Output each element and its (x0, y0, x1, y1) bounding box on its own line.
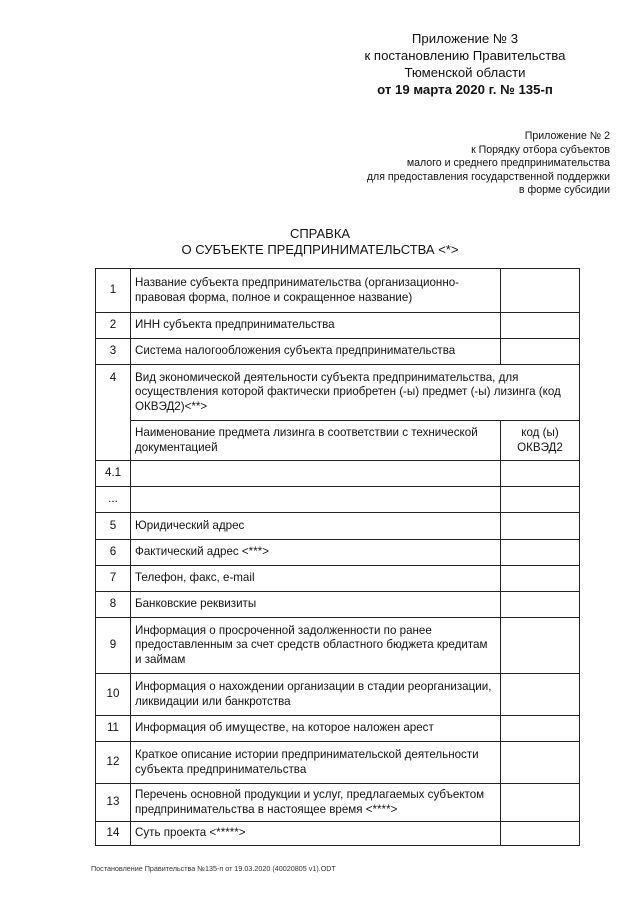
value-cell[interactable] (501, 513, 580, 540)
value-cell[interactable] (501, 784, 580, 822)
row-number: 11 (96, 716, 131, 742)
row-label: Телефон, факс, e-mail (131, 566, 501, 592)
document-title-line-1: СПРАВКА (289, 226, 351, 241)
row-number: 7 (96, 566, 131, 592)
value-cell[interactable] (501, 716, 580, 742)
row-number: 10 (96, 674, 131, 716)
row-number: ... (96, 487, 131, 513)
value-cell[interactable] (501, 313, 580, 339)
subtable-col-okved: код (ы) ОКВЭД2 (501, 421, 580, 461)
row-label: Перечень основной продукции и услуг, предлагаемых субъектом предпринимательства в настоящее время <****> (131, 784, 501, 822)
appendix-2-line-3: малого и среднего предпринимательства (406, 157, 610, 169)
value-cell[interactable] (501, 592, 580, 618)
appendix-3-header (330, 30, 600, 98)
entrepreneur-info-table (95, 268, 580, 846)
appendix-2-line-4: для предоставления государственной поддержки (366, 170, 610, 183)
row-label: Название субъекта предпринимательства (организационно-правовая форма, полное и сокращенное название) (131, 269, 501, 313)
value-cell[interactable] (501, 822, 580, 846)
table-row (96, 784, 580, 822)
subtable-col-name: Наименование предмета лизинга в соответствии с технической документацией (131, 421, 501, 461)
row-number: 4 (96, 365, 131, 461)
row-label: Банковские реквизиты (131, 592, 501, 618)
row-label: Краткое описание истории предпринимательской деятельности субъекта предпринимательства (131, 742, 501, 784)
appendix-2-line-5: в форме субсидии (518, 184, 610, 196)
row-number: 4.1 (96, 461, 131, 487)
row-label: Информация о нахождении организации в стадии реорганизации, ликвидации или банкротства (131, 674, 501, 716)
document-footer: Постановление Правительства №135-п от 19.03.2020 (40020805 v1).ODT (91, 864, 336, 873)
value-cell[interactable] (501, 540, 580, 566)
table-row (96, 742, 580, 784)
row-number: 14 (96, 822, 131, 846)
row-label: Система налогообложения субъекта предпринимательства (131, 339, 501, 365)
table-row (96, 618, 580, 674)
row-number: 2 (96, 313, 131, 339)
row-label: Суть проекта <*****> (131, 822, 501, 846)
table-row (96, 716, 580, 742)
row-number: 12 (96, 742, 131, 784)
table-row (96, 592, 580, 618)
value-cell[interactable] (501, 674, 580, 716)
row-number: 9 (96, 618, 131, 674)
row-label: Фактический адрес <***> (131, 540, 501, 566)
appendix-3-title: Приложение № 3 (411, 31, 519, 46)
okved-code-cell[interactable] (501, 487, 580, 513)
subtable-header-row (96, 421, 580, 461)
row-label: Информация о просроченной задолженности по ранее предоставленным за счет средств областного бюджета кредитам и займам (131, 618, 501, 674)
appendix-2-line-2: к Порядку отбора субъектов (471, 143, 610, 156)
table-row (96, 365, 580, 421)
value-cell[interactable] (501, 566, 580, 592)
row-label: ИНН субъекта предпринимательства (131, 313, 501, 339)
table-row (96, 822, 580, 846)
row-number: 6 (96, 540, 131, 566)
table-row (96, 513, 580, 540)
appendix-2-title: Приложение № 2 (524, 130, 610, 142)
table-row (96, 313, 580, 339)
row-number: 8 (96, 592, 131, 618)
row-number: 1 (96, 269, 131, 313)
row-number: 5 (96, 513, 131, 540)
leasing-item-cell[interactable] (131, 487, 501, 513)
table-row (96, 566, 580, 592)
value-cell[interactable] (501, 742, 580, 784)
row-label: Юридический адрес (131, 513, 501, 540)
value-cell[interactable] (501, 339, 580, 365)
table-row (96, 487, 580, 513)
table-row (96, 540, 580, 566)
appendix-2-header (290, 130, 610, 198)
document-title-line-2: О СУБЪЕКТЕ ПРЕДПРИНИМАТЕЛЬСТВА <*> (181, 242, 459, 257)
appendix-3-date: от 19 марта 2020 г. № 135-п (377, 82, 553, 97)
table-row (96, 269, 580, 313)
leasing-item-cell[interactable] (131, 461, 501, 487)
table-row (96, 339, 580, 365)
value-cell[interactable] (501, 269, 580, 313)
appendix-3-region: Тюменской области (404, 65, 526, 80)
row-label: Информация об имуществе, на которое наложен арест (131, 716, 501, 742)
okved-code-cell[interactable] (501, 461, 580, 487)
table-row (96, 461, 580, 487)
value-cell[interactable] (501, 618, 580, 674)
row-number: 3 (96, 339, 131, 365)
document-title (0, 226, 640, 258)
table-row (96, 674, 580, 716)
appendix-3-ref-line: к постановлению Правительства (364, 48, 566, 63)
row-label: Вид экономической деятельности субъекта предпринимательства, для осуществления которой фактически приобретен (-ы) предмет (-ы) лизинга (код ОКВЭД2)<**> (131, 365, 580, 421)
row-number: 13 (96, 784, 131, 822)
